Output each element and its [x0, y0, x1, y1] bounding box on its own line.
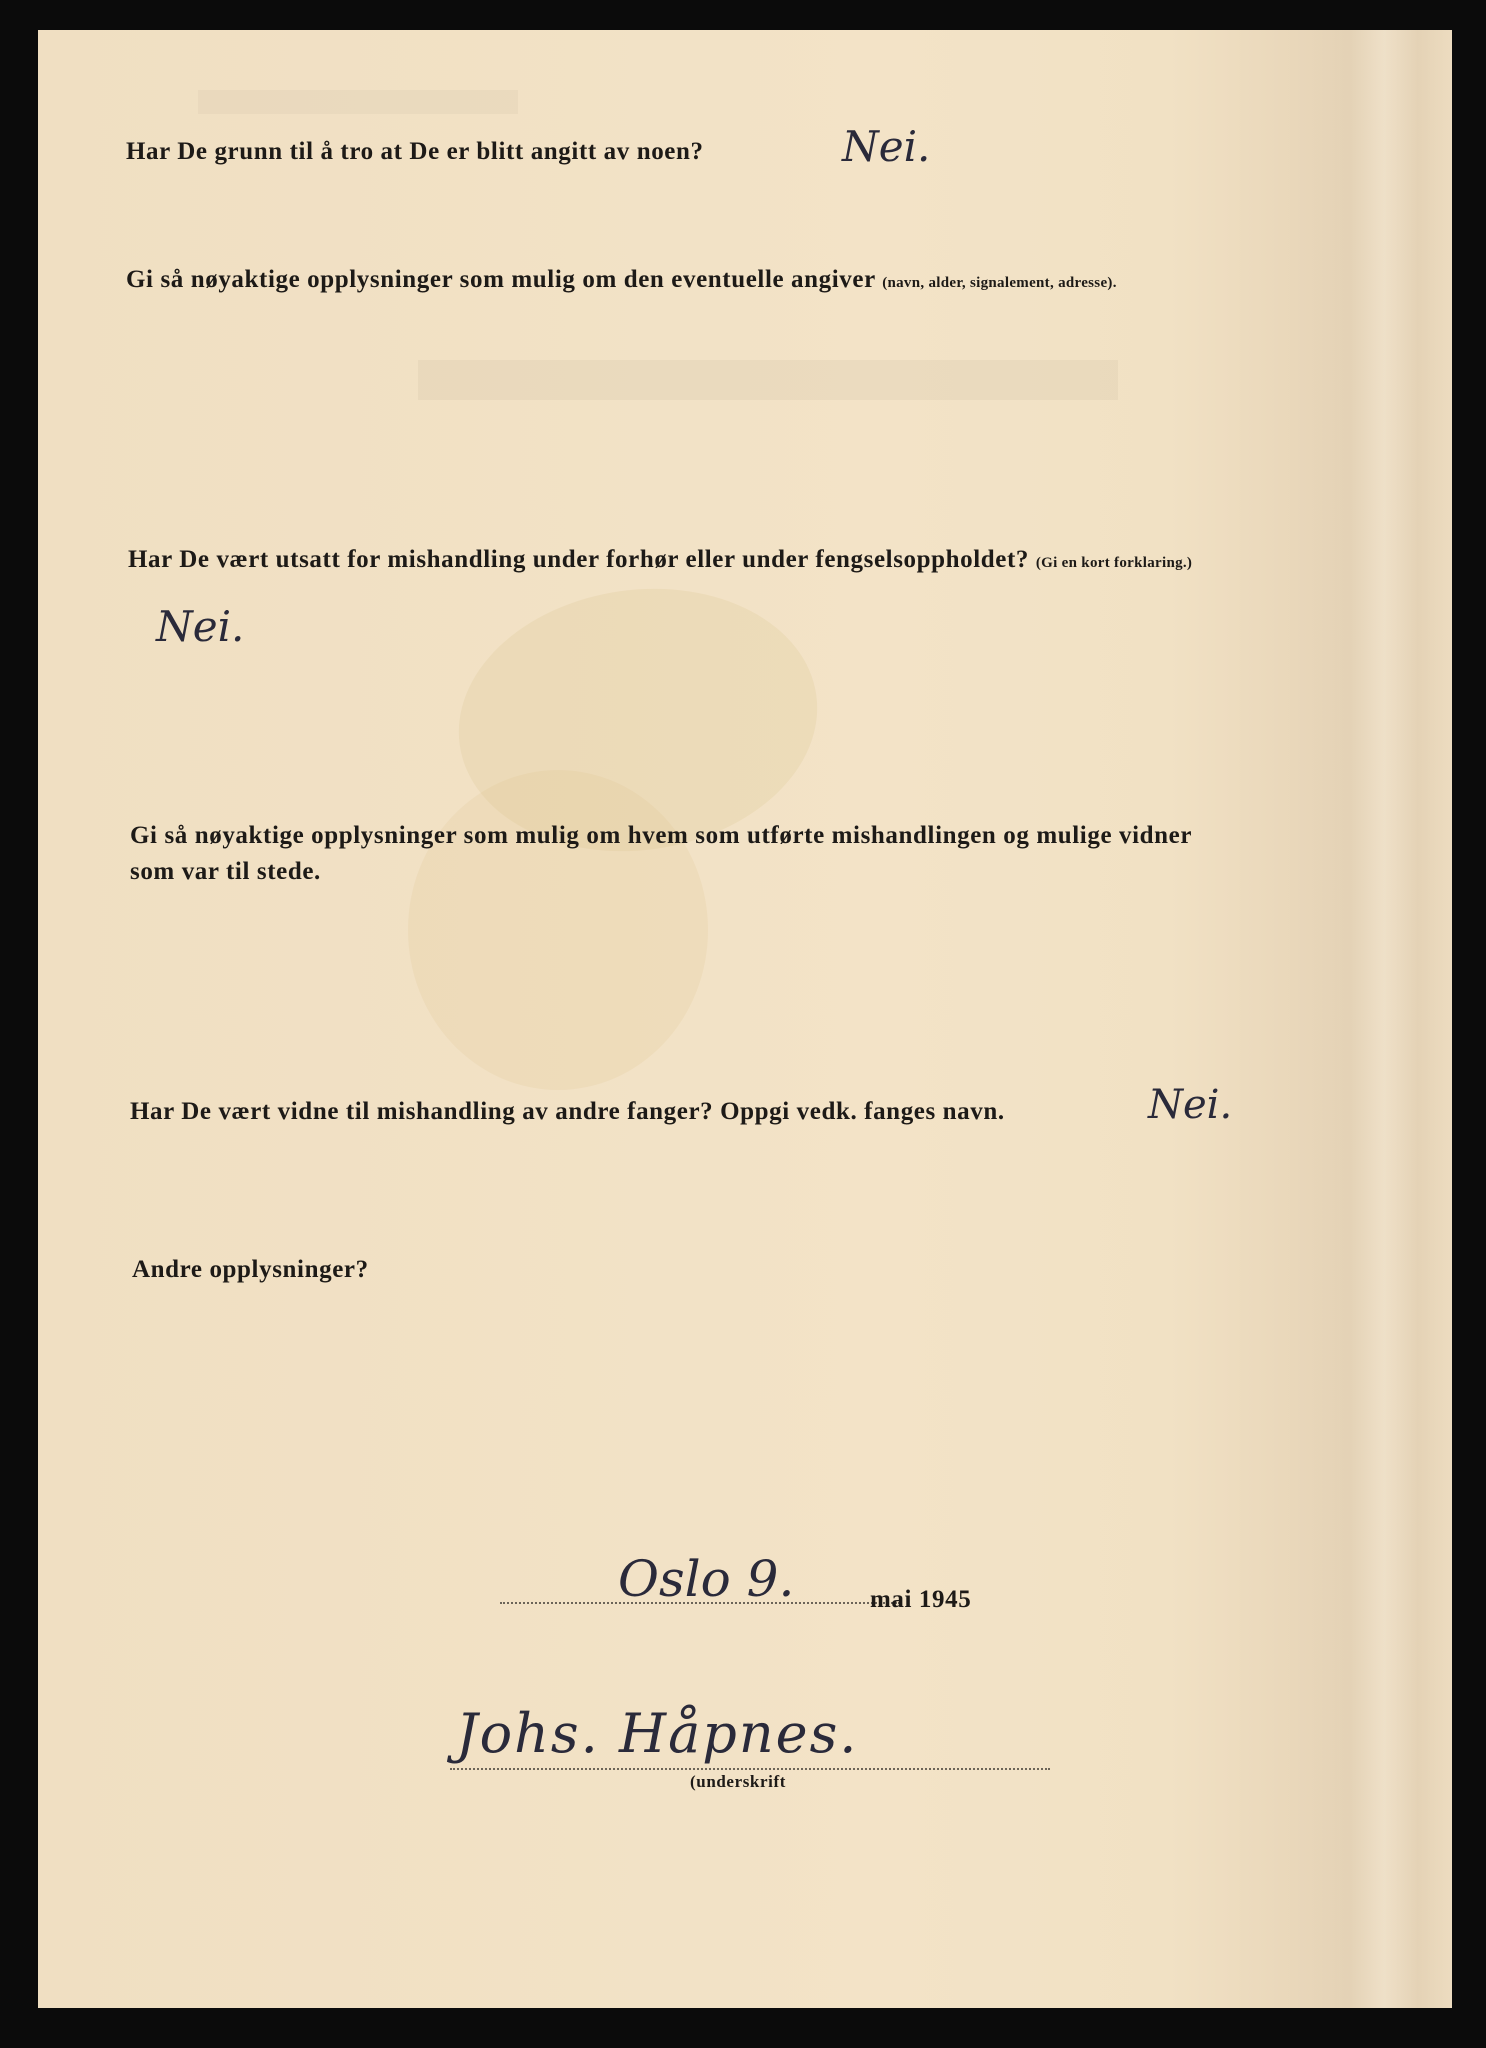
paper-fold-shading — [1282, 30, 1452, 2008]
question-text: Har De vært vidne til mishandling av andre fanger? Oppgi vedk. fanges navn. — [130, 1098, 1005, 1125]
handwritten-answer: Nei. — [842, 122, 931, 171]
question-note: (Gi en kort forklaring.) — [1035, 555, 1193, 571]
handwritten-answer: Nei. — [156, 602, 245, 651]
signature-label: (underskrift — [690, 1772, 786, 1791]
question-informer-details — [126, 266, 1117, 294]
question-text: Har De grunn til å tro at De er blitt angitt av noen? — [126, 138, 704, 165]
question-text: Gi så nøyaktige opplysninger som mulig om hvem som utførte mishandlingen og mulige vidner — [130, 822, 1193, 849]
question-other-info — [132, 1256, 369, 1284]
document-page — [38, 30, 1452, 2008]
date-month-year: mai 1945 — [870, 1586, 972, 1613]
question-informer — [126, 138, 704, 166]
question-text: som var til stede. — [130, 858, 321, 885]
handwritten-place-date: Oslo 9. — [618, 1550, 795, 1608]
question-perpetrators-cont — [130, 858, 321, 886]
signature-line — [450, 1768, 1050, 1770]
question-note: (navn, alder, signalement, adresse). — [882, 275, 1117, 291]
question-witness — [130, 1098, 1005, 1126]
question-perpetrators — [130, 822, 1192, 850]
handwritten-answer: Nei. — [1148, 1082, 1233, 1128]
bleed-through-mark — [418, 360, 1118, 400]
question-mistreatment — [128, 546, 1192, 574]
question-text: Gi så nøyaktige opplysninger som mulig om den eventuelle angiver — [126, 266, 876, 293]
paper-stain — [408, 770, 708, 1090]
question-text: Andre opplysninger? — [132, 1256, 369, 1283]
handwritten-signature: Johs. Håpnes. — [456, 1702, 859, 1765]
question-text: Har De vært utsatt for mishandling under forhør eller under fengselsoppholdet? — [128, 546, 1030, 573]
bleed-through-mark — [198, 90, 518, 114]
